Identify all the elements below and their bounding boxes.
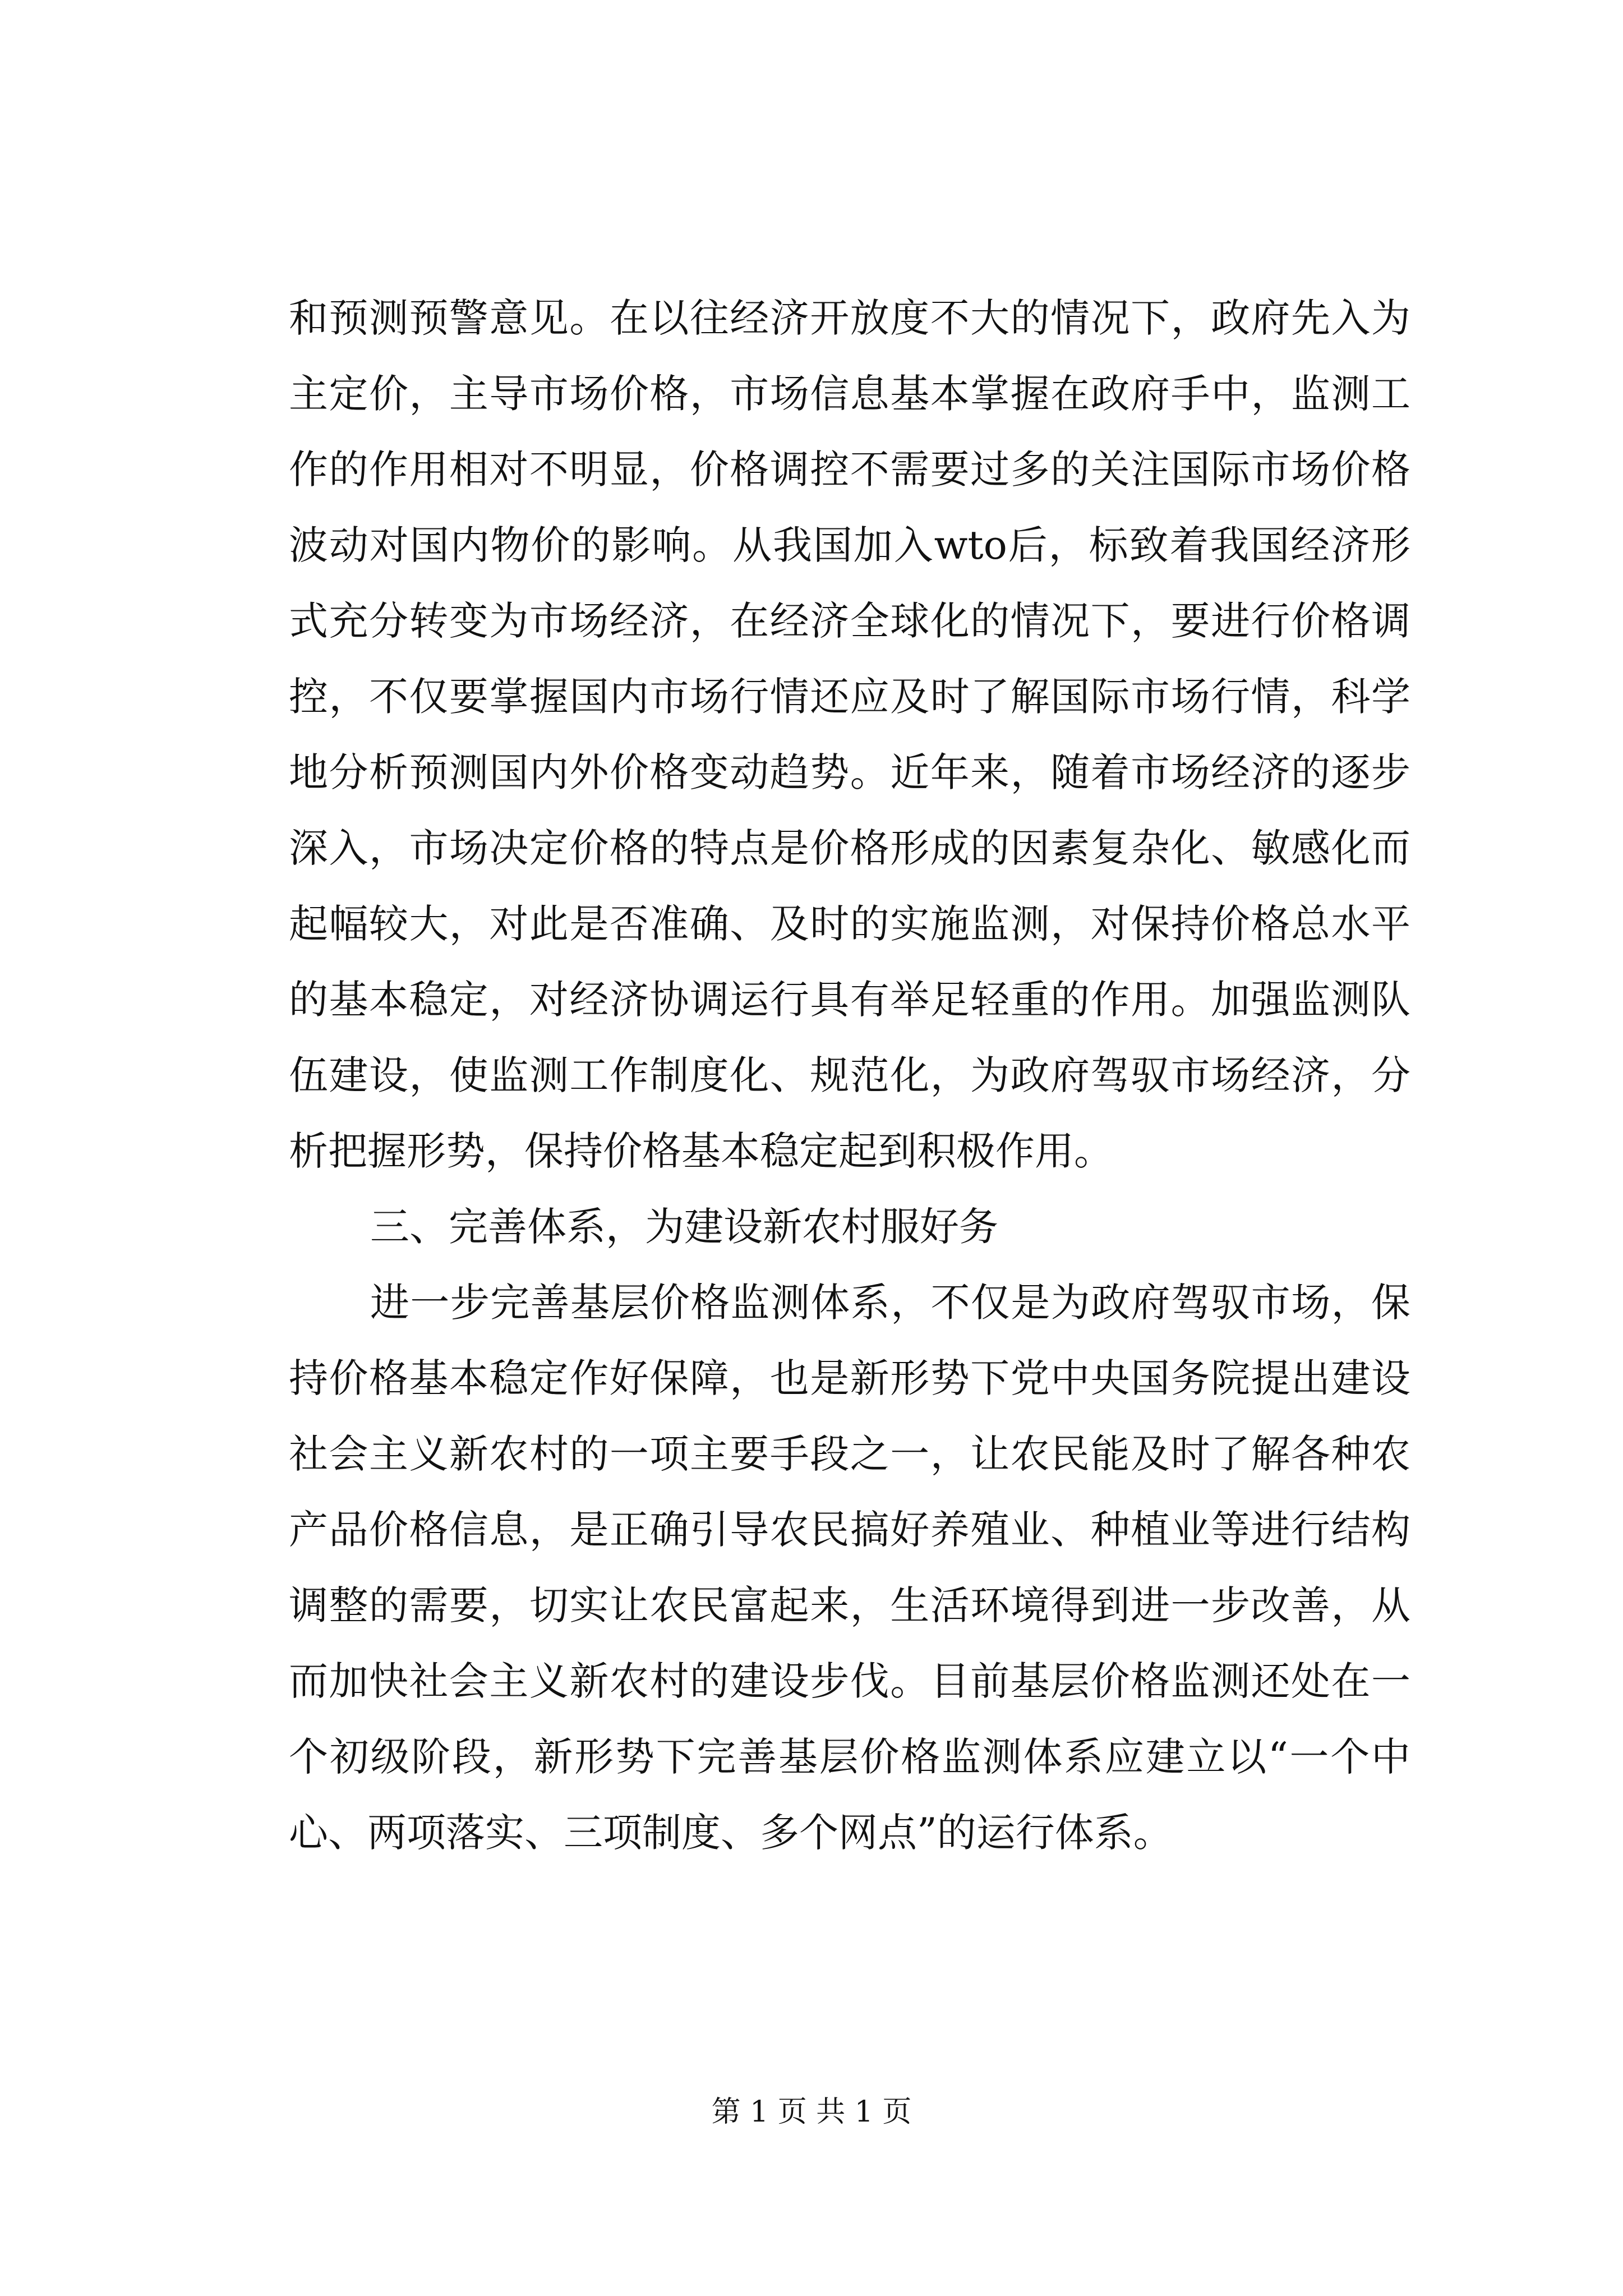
paragraph-1-line-10: 的基本稳定，对经济协调运行具有举足轻重的作用。加强监测队 — [289, 977, 1410, 1023]
document-body — [289, 280, 1410, 1871]
page-number-label: 第 1 页 共 1 页 — [711, 2095, 912, 2129]
paragraph-2-line-2: 持价格基本稳定作好保障，也是新形势下党中央国务院提出建设 — [289, 1355, 1410, 1401]
paragraph-2-line-1: 进一步完善基层价格监测体系，不仅是为政府驾驭市场，保 — [370, 1280, 1410, 1326]
paragraph-2-line-8: 心、两项落实、三项制度、多个网点”的运行体系。 — [289, 1810, 1173, 1856]
paragraph-2-line-5: 调整的需要，切实让农民富起来，生活环境得到进一步改善，从 — [289, 1582, 1410, 1628]
paragraph-1-line-6: 控，不仅要掌握国内市场行情还应及时了解国际市场行情，科学 — [289, 674, 1410, 720]
paragraph-2-line-3: 社会主义新农村的一项主要手段之一，让农民能及时了解各种农 — [289, 1431, 1410, 1477]
paragraph-1-line-8: 深入，市场决定价格的特点是价格形成的因素复杂化、敏感化而 — [289, 825, 1410, 871]
paragraph-1-line-4: 波动对国内物价的影响。从我国加入wto后，标致着我国经济形 — [289, 522, 1410, 568]
paragraph-1-line-12: 析把握形势，保持价格基本稳定起到积极作用。 — [289, 1128, 1113, 1174]
paragraph-2-line-4: 产品价格信息，是正确引导农民搞好养殖业、种植业等进行结构 — [289, 1507, 1410, 1553]
page-footer — [0, 2092, 1623, 2132]
section-heading: 三、完善体系，为建设新农村服好务 — [370, 1204, 998, 1250]
paragraph-1-line-11: 伍建设，使监测工作制度化、规范化，为政府驾驭市场经济，分 — [289, 1052, 1410, 1098]
paragraph-1-line-1: 和预测预警意见。在以往经济开放度不大的情况下，政府先入为 — [289, 295, 1410, 341]
paragraph-1-line-7: 地分析预测国内外价格变动趋势。近年来，随着市场经济的逐步 — [289, 749, 1410, 795]
paragraph-1-line-5: 式充分转变为市场经济，在经济全球化的情况下，要进行价格调 — [289, 598, 1410, 644]
paragraph-2-line-6: 而加快社会主义新农村的建设步伐。目前基层价格监测还处在一 — [289, 1658, 1410, 1704]
paragraph-1-line-2: 主定价，主导市场价格，市场信息基本掌握在政府手中，监测工 — [289, 371, 1410, 417]
paragraph-1-line-9: 起幅较大，对此是否准确、及时的实施监测，对保持价格总水平 — [289, 901, 1410, 947]
paragraph-1-line-3: 作的作用相对不明显，价格调控不需要过多的关注国际市场价格 — [289, 447, 1410, 493]
paragraph-2-line-7: 个初级阶段，新形势下完善基层价格监测体系应建立以“一个中 — [289, 1734, 1410, 1780]
